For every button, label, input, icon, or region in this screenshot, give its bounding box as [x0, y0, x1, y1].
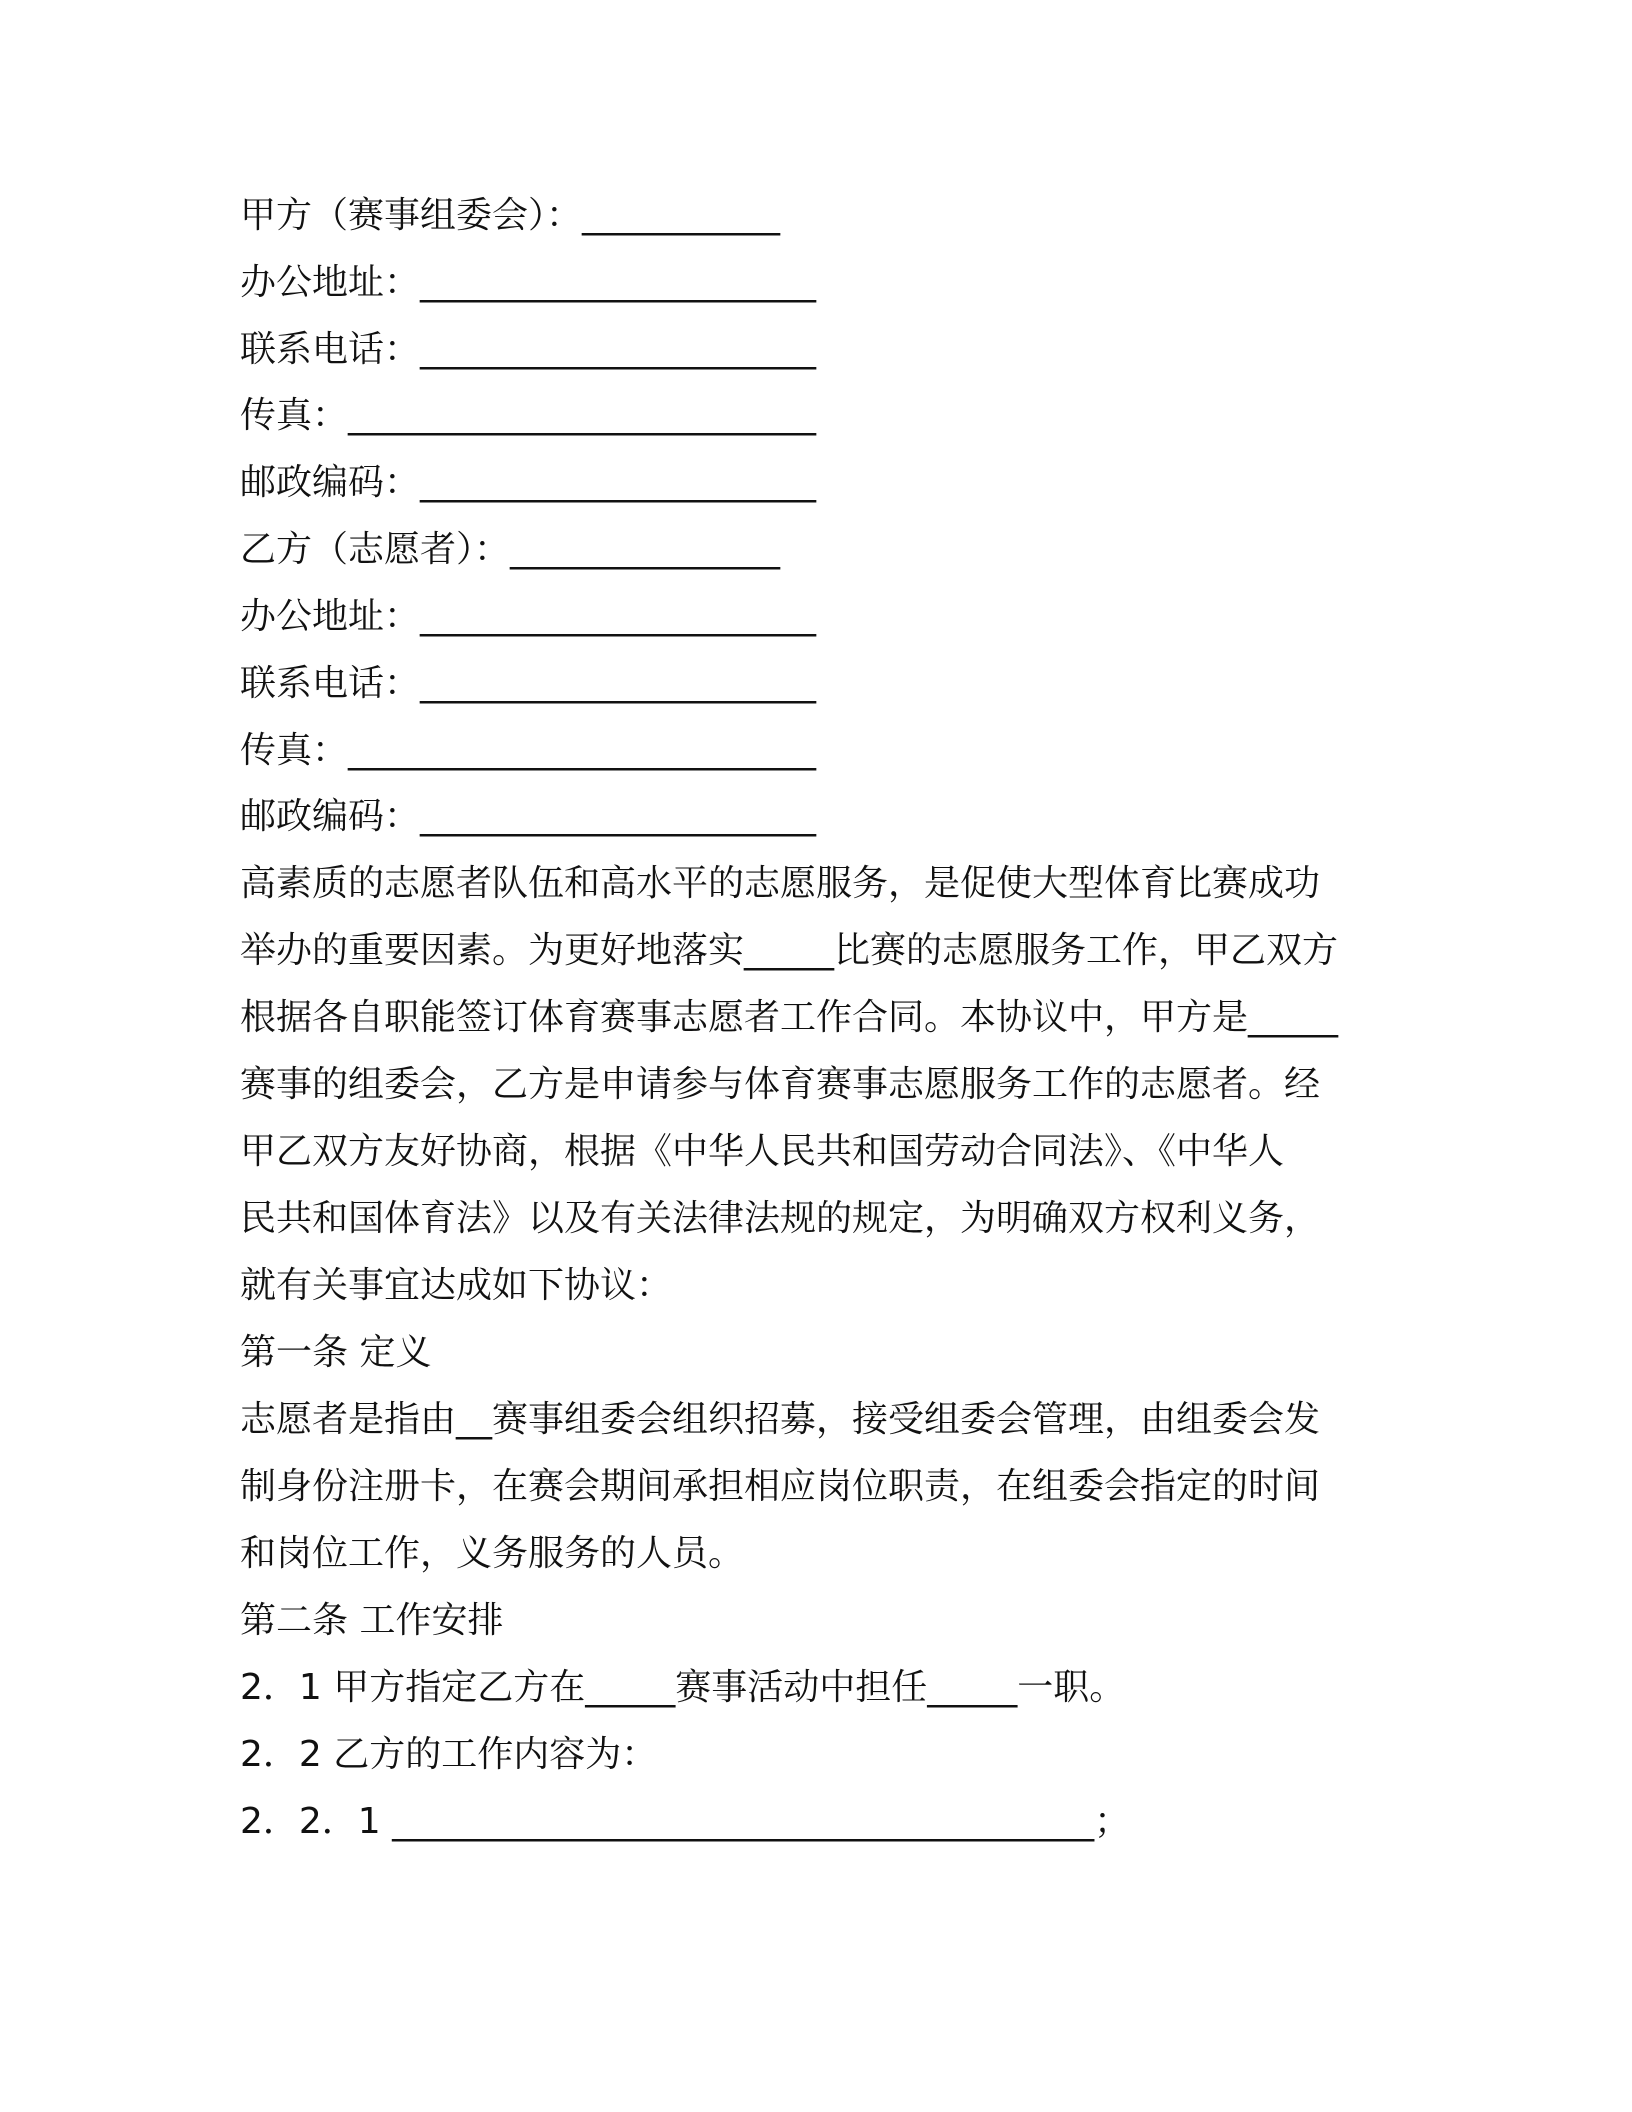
preamble-line: 甲乙双方友好协商，根据《中华人民共和国劳动合同法》、《中华人	[240, 1131, 1285, 1172]
party-b-address: 办公地址：______________________	[240, 596, 817, 637]
article-2-item-2-1: 2．1 甲方指定乙方在_____赛事活动中担任_____一职。	[240, 1667, 1126, 1708]
party-b-phone: 联系电话：______________________	[240, 663, 817, 704]
article-2-item-2-2: 2．2 乙方的工作内容为：	[240, 1734, 658, 1775]
article-2-item-2-2-1: 2．2．1 _______________________________________；	[240, 1801, 1131, 1842]
party-b-postcode: 邮政编码：______________________	[240, 796, 817, 837]
article-1-line: 志愿者是指由__赛事组委会组织招募，接受组委会管理，由组委会发	[240, 1399, 1321, 1440]
party-a-address: 办公地址：______________________	[240, 262, 817, 303]
party-b-label: 乙方（志愿者）：_______________	[240, 529, 781, 570]
preamble-line: 民共和国体育法》以及有关法律法规的规定，为明确双方权利义务，	[240, 1198, 1321, 1239]
party-b-fax: 传真：__________________________	[240, 730, 817, 771]
article-1-heading: 第一条 定义	[240, 1332, 432, 1373]
article-2-heading: 第二条 工作安排	[240, 1600, 504, 1641]
preamble-line: 赛事的组委会，乙方是申请参与体育赛事志愿服务工作的志愿者。经	[240, 1064, 1321, 1105]
article-1-line: 制身份注册卡，在赛会期间承担相应岗位职责，在组委会指定的时间	[240, 1466, 1321, 1507]
party-a-phone: 联系电话：______________________	[240, 329, 817, 370]
preamble-line: 根据各自职能签订体育赛事志愿者工作合同。本协议中，甲方是_____	[240, 997, 1339, 1038]
preamble-line: 就有关事宜达成如下协议：	[240, 1265, 673, 1306]
party-a-fax: 传真：__________________________	[240, 395, 817, 436]
preamble-line: 高素质的志愿者队伍和高水平的志愿服务，是促使大型体育比赛成功	[240, 863, 1321, 904]
article-1-line: 和岗位工作，义务服务的人员。	[240, 1533, 745, 1574]
party-a-postcode: 邮政编码：______________________	[240, 462, 817, 503]
party-a-label: 甲方（赛事组委会）：___________	[240, 195, 781, 236]
preamble-line: 举办的重要因素。为更好地落实_____比赛的志愿服务工作，甲乙双方	[240, 930, 1339, 971]
